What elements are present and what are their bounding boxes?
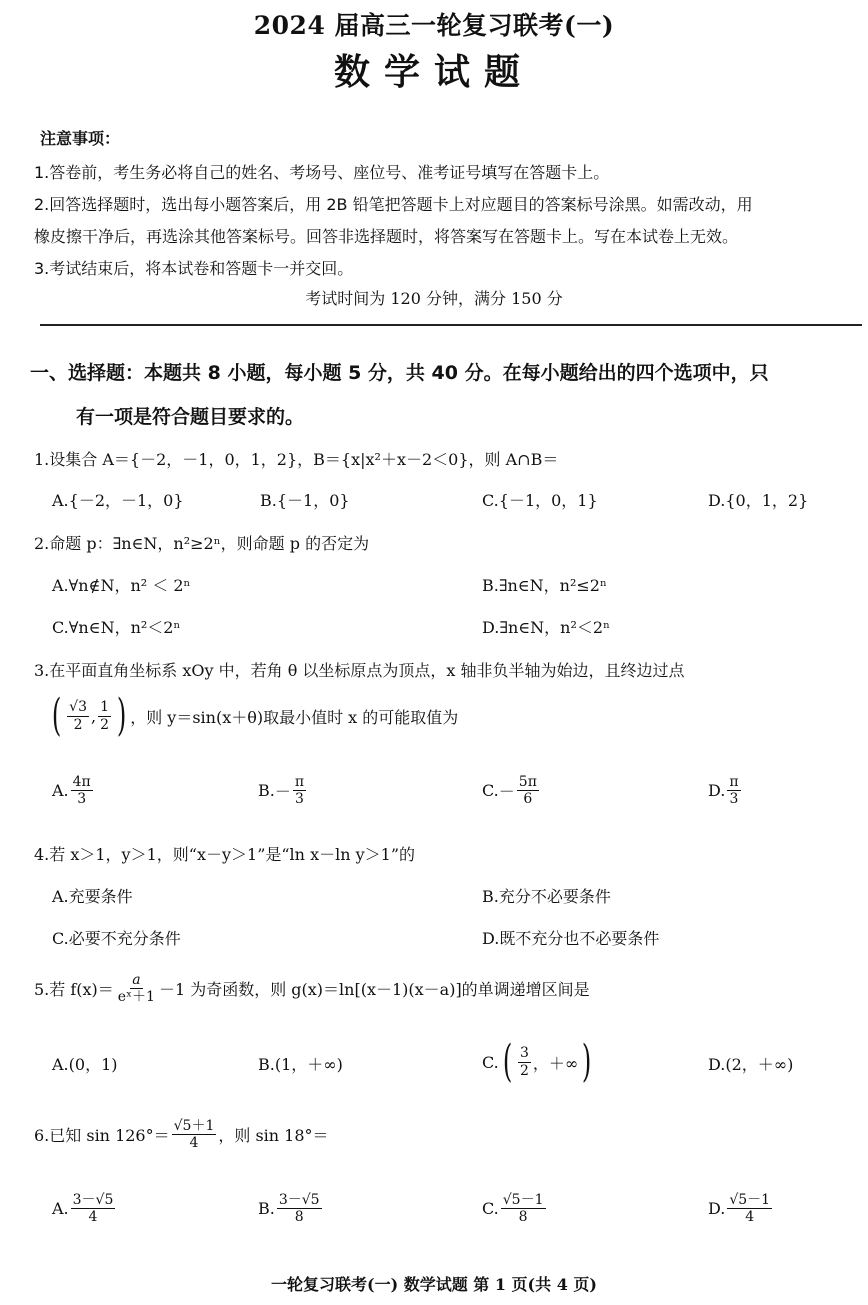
q2-option-d: D.∃n∈N，n²＜2ⁿ xyxy=(482,618,610,637)
q1-option-c: C.{－1，0，1} xyxy=(482,491,598,510)
q1-option-a: A.{－2，－1，0} xyxy=(52,491,184,510)
exam-title: 2024 届高三一轮复习联考(一) xyxy=(253,11,615,40)
q3-option-a: A. $\frac{4\pi}{3}$ xyxy=(52,774,91,808)
q6-option-d: D. $\frac{√5-1}{4}$ xyxy=(708,1192,771,1226)
q5-option-a: A.(0，1) xyxy=(52,1055,118,1074)
notice-item-1: 1.答卷前，考生务必将自己的姓名、考场号、座位号、准考证号填写在答题卡上。 xyxy=(34,163,610,182)
divider-line xyxy=(40,324,862,326)
subject-title: 数学试题 xyxy=(333,51,534,93)
q2-stem: 2.命题 p：∃n∈N，n²≥2ⁿ，则命题 p 的否定为 xyxy=(34,534,370,553)
q3-option-c: C. － $\frac{5\pi}{6}$ xyxy=(482,774,537,808)
section-title-line2: 有一项是符合题目要求的。 xyxy=(76,406,305,428)
q6-option-b: B. $\frac{3-√5}{8}$ xyxy=(258,1192,320,1226)
q1-option-d: D.{0，1，2} xyxy=(708,491,809,510)
q5-stem xyxy=(34,972,590,1005)
point-y-num: 1 xyxy=(100,699,110,716)
q1-stem: 1.设集合 A＝{－2，－1，0，1，2}，B＝{x|x²＋x－2＜0}，则 A∩B＝ xyxy=(34,450,559,469)
q4-option-b: B.充分不必要条件 xyxy=(482,887,611,906)
point-x-fraction xyxy=(67,699,89,732)
notice-item-3: 3.考试结束后，将本试卷和答题卡一并交回。 xyxy=(34,259,354,278)
q2-option-a: A.∀n∉N，n² ＜ 2ⁿ xyxy=(52,576,191,595)
right-paren: ) xyxy=(116,690,127,741)
comma: , xyxy=(91,706,97,726)
q1-option-b: B.{－1，0} xyxy=(260,491,350,510)
point-x-den: 2 xyxy=(73,716,83,733)
q6-stem xyxy=(34,1118,329,1151)
q5-stem-head: 5.若 f(x)＝ xyxy=(34,980,114,1000)
notice-heading: 注意事项： xyxy=(40,129,121,148)
q2-option-b: B.∃n∈N，n²≤2ⁿ xyxy=(482,576,607,595)
q4-stem: 4.若 x＞1，y＞1，则“x－y＞1”是“ln x－ln y＞1”的 xyxy=(34,845,415,864)
q6-fraction: $\frac{√5+1}{4}$ xyxy=(173,1118,215,1152)
page-footer: 一轮复习联考(一) 数学试题 第 1 页(共 4 页) xyxy=(271,1275,597,1294)
q5-stem-tail: －1 为奇函数，则 g(x)＝ln[(x－1)(x－a)]的单调递增区间是 xyxy=(158,980,590,1000)
q6-stem-tail: ，则 sin 18°＝ xyxy=(218,1126,329,1146)
q4-option-a: A.充要条件 xyxy=(52,887,133,906)
q3-stem-cont xyxy=(48,690,459,741)
point-x-num: √3 xyxy=(69,699,87,716)
point-y-den: 2 xyxy=(100,716,110,733)
q6-stem-head: 6.已知 sin 126°＝ xyxy=(34,1126,170,1146)
point-y-fraction xyxy=(98,699,111,732)
q3-stem: 3.在平面直角坐标系 xOy 中，若角 θ 以坐标原点为顶点，x 轴非负半轴为始边，且终边过点 xyxy=(34,661,685,680)
q2-option-c: C.∀n∈N，n²＜2ⁿ xyxy=(52,618,181,637)
notice-item-2-cont: 橡皮擦干净后，再选涂其他答案标号。回答非选择题时，将答案写在答题卡上。写在本试卷上无效。 xyxy=(34,227,739,246)
q5-option-b: B.(1，＋∞) xyxy=(258,1055,343,1074)
q5-option-c: C. ( $\frac{3}{2}$ ，＋∞ ) xyxy=(482,1036,592,1087)
q6-option-a: A. $\frac{3-√5}{4}$ xyxy=(52,1192,114,1226)
q4-option-c: C.必要不充分条件 xyxy=(52,929,181,948)
exam-info: 考试时间为 120 分钟，满分 150 分 xyxy=(305,289,563,308)
q5-option-d: D.(2，＋∞) xyxy=(708,1055,794,1074)
q3-stem-tail: ，则 y＝sin(x＋θ)取最小值时 x 的可能取值为 xyxy=(130,707,459,727)
section-title-line1: 一、选择题：本题共 8 小题，每小题 5 分，共 40 分。在每小题给出的四个选项中，只 xyxy=(30,362,769,384)
q3-option-d: D. $\frac{\pi}{3}$ xyxy=(708,774,739,808)
notice-item-2: 2.回答选择题时，选出每小题答案后，用 2B 铅笔把答题卡上对应题目的答案标号涂黑。如需改动，用 xyxy=(34,195,753,214)
q4-option-d: D.既不充分也不必要条件 xyxy=(482,929,660,948)
q5-fraction: $\frac{a}{\text{eˣ＋1}}$ xyxy=(117,972,155,1006)
q3-option-b: B. － $\frac{\pi}{3}$ xyxy=(258,774,305,808)
left-paren: ( xyxy=(51,690,62,741)
q6-option-c: C. $\frac{√5-1}{8}$ xyxy=(482,1192,544,1226)
